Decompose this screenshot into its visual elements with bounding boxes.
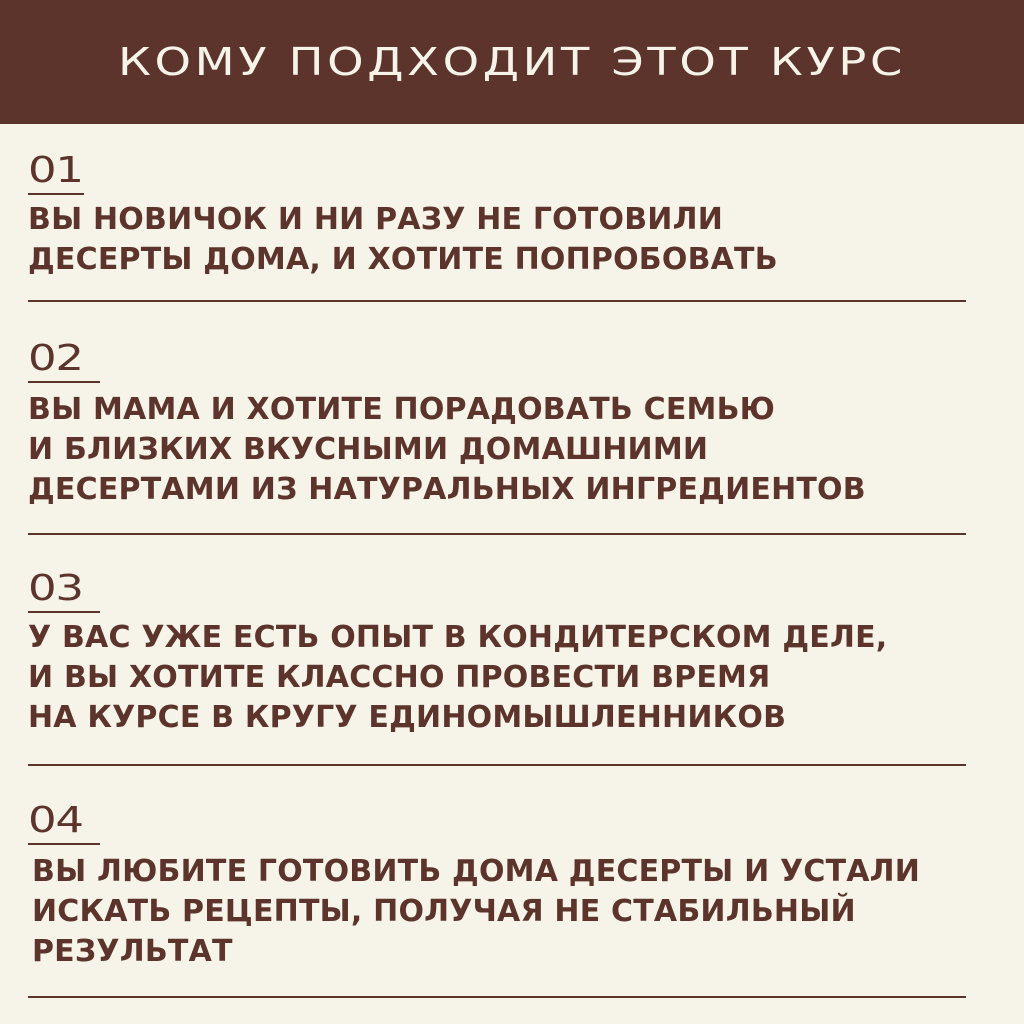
- item-number: 01: [28, 150, 83, 191]
- item-text: [28, 390, 866, 510]
- item-text-line: ДЕСЕРТАМИ ИЗ НАТУРАЛЬНЫХ ИНГРЕДИЕНТОВ: [28, 472, 866, 507]
- page-title: КОМУ ПОДХОДИТ ЭТОТ КУРС: [117, 40, 907, 84]
- item-number: 02: [28, 338, 83, 379]
- number-underline: [28, 193, 84, 195]
- divider: [28, 533, 966, 535]
- header-banner: [0, 0, 1024, 124]
- item-text-line: У ВАС УЖЕ ЕСТЬ ОПЫТ В КОНДИТЕРСКОМ ДЕЛЕ,: [28, 620, 888, 655]
- number-underline: [28, 843, 100, 845]
- number-underline: [28, 611, 100, 613]
- number-underline: [28, 381, 100, 383]
- item-text-line: ВЫ НОВИЧОК И НИ РАЗУ НЕ ГОТОВИЛИ: [28, 202, 724, 237]
- item-text: [28, 618, 887, 738]
- item-text-line: НА КУРСЕ В КРУГУ ЕДИНОМЫШЛЕННИКОВ: [28, 700, 787, 735]
- item-text-line: ИСКАТЬ РЕЦЕПТЫ, ПОЛУЧАЯ НЕ СТАБИЛЬНЫЙ: [32, 894, 856, 929]
- item-text-line: И ВЫ ХОТИТЕ КЛАССНО ПРОВЕСТИ ВРЕМЯ: [28, 660, 771, 695]
- item-text-line: ВЫ МАМА И ХОТИТЕ ПОРАДОВАТЬ СЕМЬЮ: [28, 392, 776, 427]
- divider: [28, 764, 966, 766]
- divider: [28, 300, 966, 302]
- item-number: 04: [28, 800, 83, 841]
- item-text: [28, 200, 778, 280]
- item-text-line: ДЕСЕРТЫ ДОМА, И ХОТИТЕ ПОПРОБОВАТЬ: [28, 242, 778, 277]
- item-text-line: ВЫ ЛЮБИТЕ ГОТОВИТЬ ДОМА ДЕСЕРТЫ И УСТАЛИ: [32, 854, 921, 889]
- item-text-line: РЕЗУЛЬТАТ: [32, 934, 233, 969]
- item-text: [32, 852, 920, 972]
- item-number: 03: [28, 568, 83, 609]
- divider: [28, 996, 966, 998]
- item-text-line: И БЛИЗКИХ ВКУСНЫМИ ДОМАШНИМИ: [28, 432, 709, 467]
